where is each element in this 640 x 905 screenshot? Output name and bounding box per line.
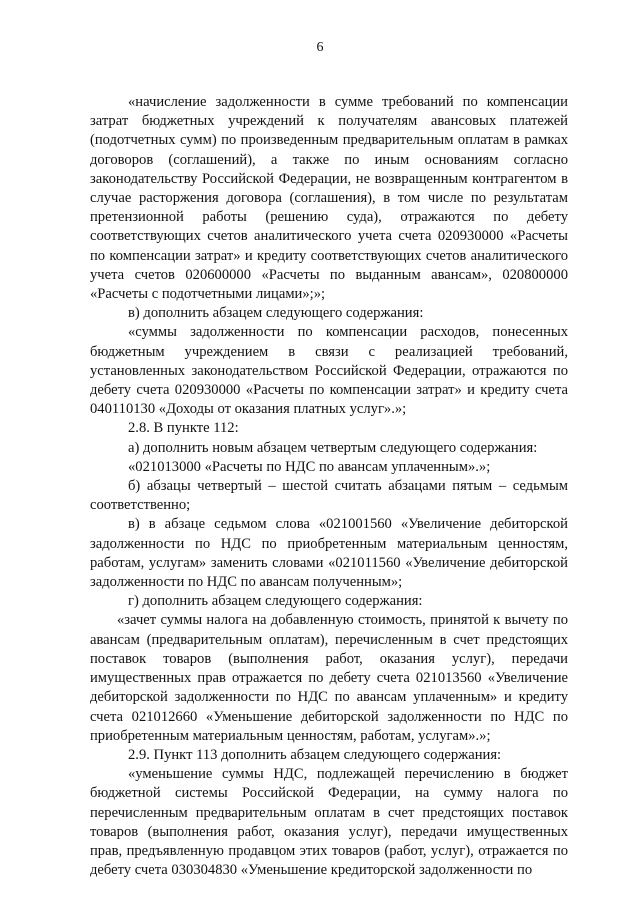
paragraph: в) дополнить абзацем следующего содержания:: [128, 305, 424, 322]
paragraph: в) в абзаце седьмом слова «021001560 «Увеличение дебиторской задолженности по НДС по приобретенным материальным ценностям, работам, услугам» заменить словами «021011560 «Увеличение дебиторской задолженности по НДС по авансам полученным»;: [90, 516, 568, 591]
paragraph: г) дополнить абзацем следующего содержания:: [128, 593, 423, 610]
paragraph: б) абзацы четвертый – шестой считать абзацами пятым – седьмым соответственно;: [90, 478, 568, 514]
page-number: 6: [316, 40, 324, 55]
paragraph: «021013000 «Расчеты по НДС по авансам уплаченным».»;: [128, 458, 491, 475]
paragraph: «начисление задолженности в сумме требований по компенсации затрат бюджетных учреждений к получателям авансовых платежей (подотчетных сумм) по произведенным предварительным оплатам в рамках договоров (соглашений), а также по иным основаниям согласно законодательству Российской Федерации, не возвращенным контрагентом в случае расторжения договора (соглашения), в том числе по результатам претензионной работы (решению суда), отражаются по дебету соответствующих счетов аналитического учета счета 020930000 «Расчеты по компенсации затрат» и кредиту соответствующих счетов аналитического учета счетов 020600000 «Расчеты по выданным авансам», 020800000 «Расчеты с подотчетными лицами»;»;: [90, 94, 568, 303]
document-body: [90, 93, 568, 880]
paragraph: «уменьшение суммы НДС, подлежащей перечислению в бюджет бюджетной системы Российской Федерации, на сумму налога по перечисленным предварительным оплатам в счет предстоящих поставок товаров (выполнения работ, оказания услуг), передачи имущественных прав, предъявленную продавцом этих товаров (работ, услуг), отражается по дебету счета 030304830 «Уменьшение кредиторской задолженности по: [90, 766, 568, 879]
paragraph: а) дополнить новым абзацем четвертым следующего содержания:: [128, 439, 538, 456]
paragraph: «суммы задолженности по компенсации расходов, понесенных бюджетным учреждением в связи с реализацией требований, установленных законодательством Российской Федерации, отражаются по дебету счета 020930000 «Расчеты по компенсации затрат» и кредиту счета 040110130 «Доходы от оказания платных услуг».»;: [90, 324, 568, 418]
paragraph: «зачет суммы налога на добавленную стоимость, принятой к вычету по авансам (предварительным оплатам), перечисленным в счет предстоящих поставок товаров (выполнения работ, оказания услуг), передачи имущественных прав отражается по дебету счета 021013560 «Увеличение дебиторской задолженности по НДС по авансам уплаченным» и кредиту счета 021012660 «Уменьшение дебиторской задолженности по НДС по приобретенным материальным ценностям, работам, услугам».»;: [90, 612, 568, 744]
paragraph: 2.9. Пункт 113 дополнить абзацем следующего содержания:: [128, 746, 502, 763]
paragraph: 2.8. В пункте 112:: [128, 420, 239, 437]
